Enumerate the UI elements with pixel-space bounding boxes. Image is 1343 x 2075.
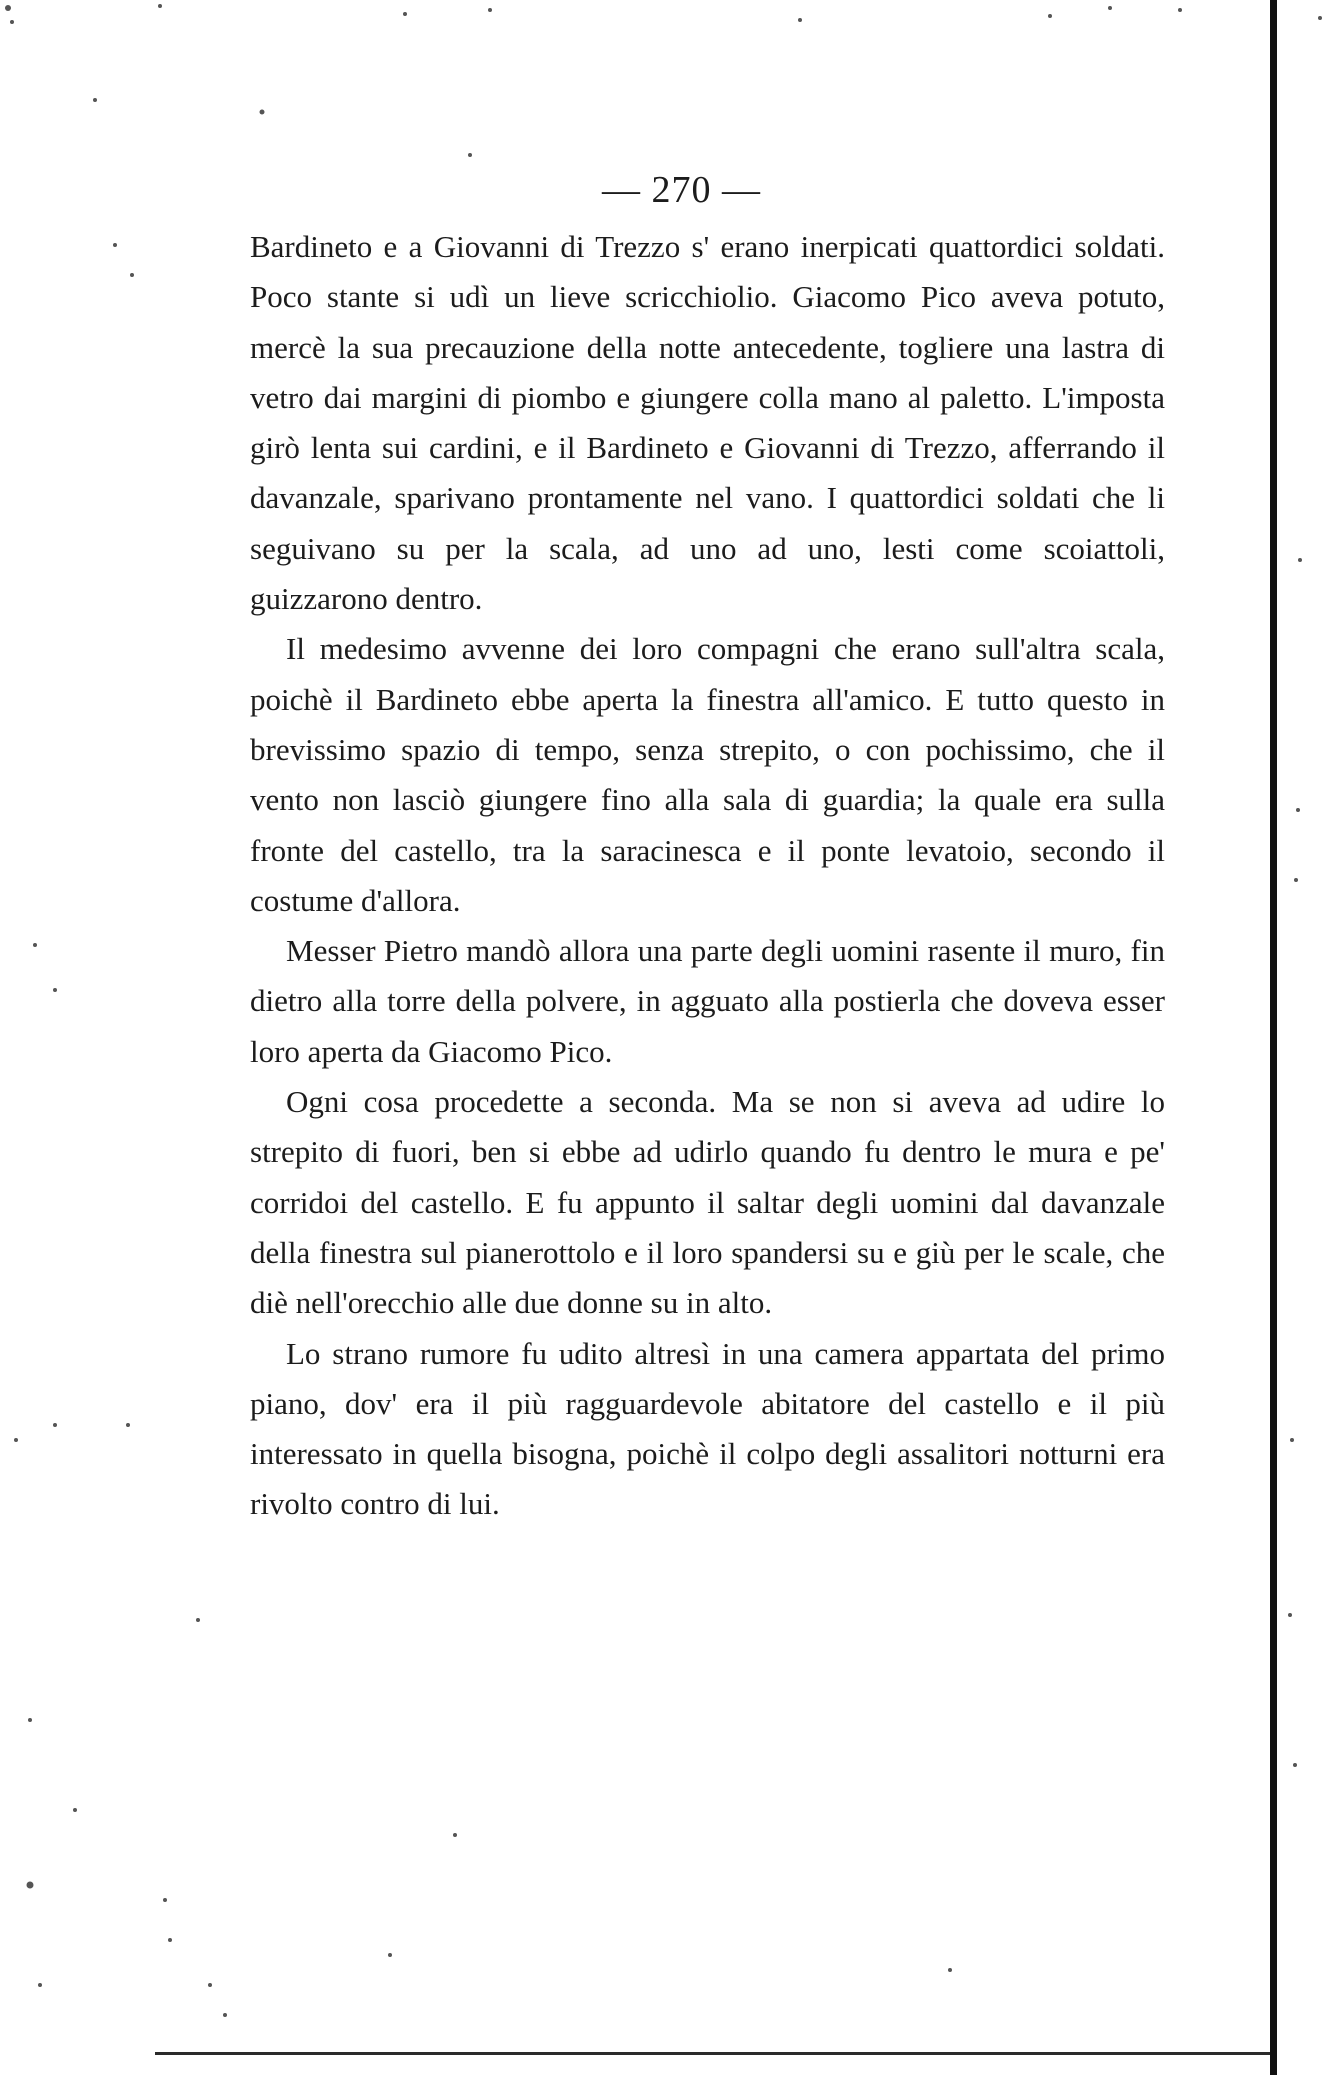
paragraph: Il medesimo avvenne dei loro compagni che erano sull'altra scala, poichè il Bardineto ebbe aperta la finestra all'amico. E tutto questo in brevissimo spazio di tempo, senza strepito, o con pochissimo, che il vento non lasciò giungere fino alla sala di guardia; la quale era sulla fronte del castello, tra la saracinesca e il ponte levatoio, secondo il costume d'allora. [250, 631, 1165, 918]
gutter-edge-line [1270, 0, 1277, 2075]
page-number: — 270 — [602, 169, 761, 211]
bottom-edge-line [155, 2052, 1270, 2055]
paragraph: Bardineto e a Giovanni di Trezzo s' erano inerpicati quattordici soldati. Poco stante si udì un lieve scricchiolio. Giacomo Pico aveva potuto, mercè la sua precauzione della notte antecedente, togliere una lastra di vetro dai margini di piombo e giungere colla mano al paletto. L'imposta girò lenta sui cardini, e il Bardineto e Giovanni di Trezzo, afferrando il davanzale, sparivano prontamente nel vano. I quattordici soldati che li seguivano su per la scala, ad uno ad uno, lesti come scoiattoli, guizzarono dentro. [250, 229, 1165, 617]
paragraph: Ogni cosa procedette a seconda. Ma se non si aveva ad udire lo strepito di fuori, ben si ebbe ad udirlo quando fu dentro le mura e pe' corridoi del castello. E fu appunto il saltar degli uomini dal davanzale della finestra sul pianerottolo e il loro spandersi su e giù per le scale, che diè nell'orecchio alle due donne su in alto. [250, 1084, 1165, 1321]
paragraph: Messer Pietro mandò allora una parte degli uomini rasente il muro, fin dietro alla torre della polvere, in agguato alla postierla che doveva esser loro aperta da Giacomo Pico. [250, 933, 1165, 1069]
paragraph: Lo strano rumore fu udito altresì in una camera appartata del primo piano, dov' era il più ragguardevole abitatore del castello e il più interessato in quella bisogna, poichè il colpo degli assalitori notturni era rivolto contro di lui. [250, 1335, 1165, 1522]
body-text [250, 222, 1165, 1530]
